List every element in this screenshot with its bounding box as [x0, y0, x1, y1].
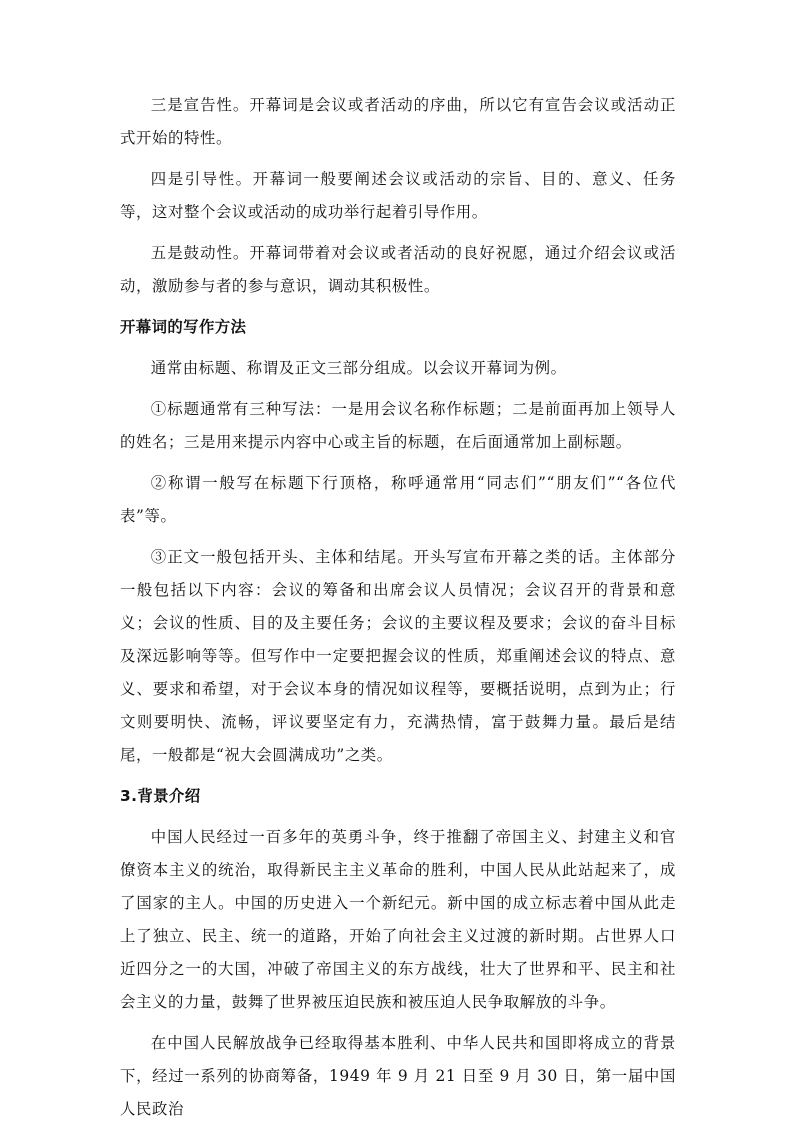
paragraph-composition: 通常由标题、称谓及正文三部分组成。以会议开幕词为例。: [150, 359, 567, 377]
paragraph-history: 中国人民经过一百多年的英勇斗争，终于推翻了帝国主义、封建主义和官僚资本主义的统治，取得新民主主义革命的胜利，中国人民从此站起来了，成了国家的主人。中国的历史进入一个新纪元。新中国的成立标志着中国从此走上了独立、民主、统一的道路，开始了向社会主义过渡的新时期。占世界人口近四分之一的大国，冲破了帝国主义的东方战线，壮大了世界和平、民主和社会主义的力量，鼓舞了世界被压迫民族和被压迫人民争取解放的斗争。: [120, 828, 676, 1011]
document-page: [120, 89, 676, 1134]
paragraph-body: ③正文一般包括开头、主体和结尾。开头写宣布开幕之类的话。主体部分一般包括以下内容：会议的筹备和出席会议人员情况；会议召开的背景和意义；会议的性质、目的及主要任务；会议的主要议程及要求；会议的奋斗目标及深远影响等等。但写作中一定要把握会议的性质，郑重阐述会议的特点、意义、要求和希望，对于会议本身的情况如议程等，要概括说明，点到为止；行文则要明快、流畅，评议要坚定有力，充满热情，富于鼓舞力量。最后是结尾，一般都是“祝大会圆满成功”之类。: [120, 548, 676, 764]
paragraph-encouragement: 五是鼓动性。开幕词带着对会议或者活动的良好祝愿，通过介绍会议或活动，激励参与者的参与意识，调动其积极性。: [120, 244, 676, 295]
section-heading-background: 3.背景介绍: [120, 787, 201, 805]
paragraph-salutation: ②称谓一般写在标题下行顶格，称呼通常用“同志们”“朋友们”“各位代表”等。: [120, 474, 676, 525]
paragraph-title: ①标题通常有三种写法：一是用会议名称作标题；二是前面再加上领导人的姓名；三是用来提示内容中心或主旨的标题，在后面通常加上副标题。: [120, 400, 676, 451]
section-heading-writing-method: 开幕词的写作方法: [120, 318, 247, 336]
paragraph-guidance: 四是引导性。开幕词一般要阐述会议或活动的宗旨、目的、意义、任务等，这对整个会议或活动的成功举行起着引导作用。: [120, 170, 676, 221]
paragraph-cppcc: 在中国人民解放战争已经取得基本胜利、中华人民共和国即将成立的背景下，经过一系列的协商筹备，1949 年 9 月 21 日至 9 月 30 日，第一届中国人民政治: [120, 1034, 676, 1118]
paragraph-proclamation: 三是宣告性。开幕词是会议或者活动的序曲，所以它有宣告会议或活动正式开始的特性。: [120, 96, 676, 147]
